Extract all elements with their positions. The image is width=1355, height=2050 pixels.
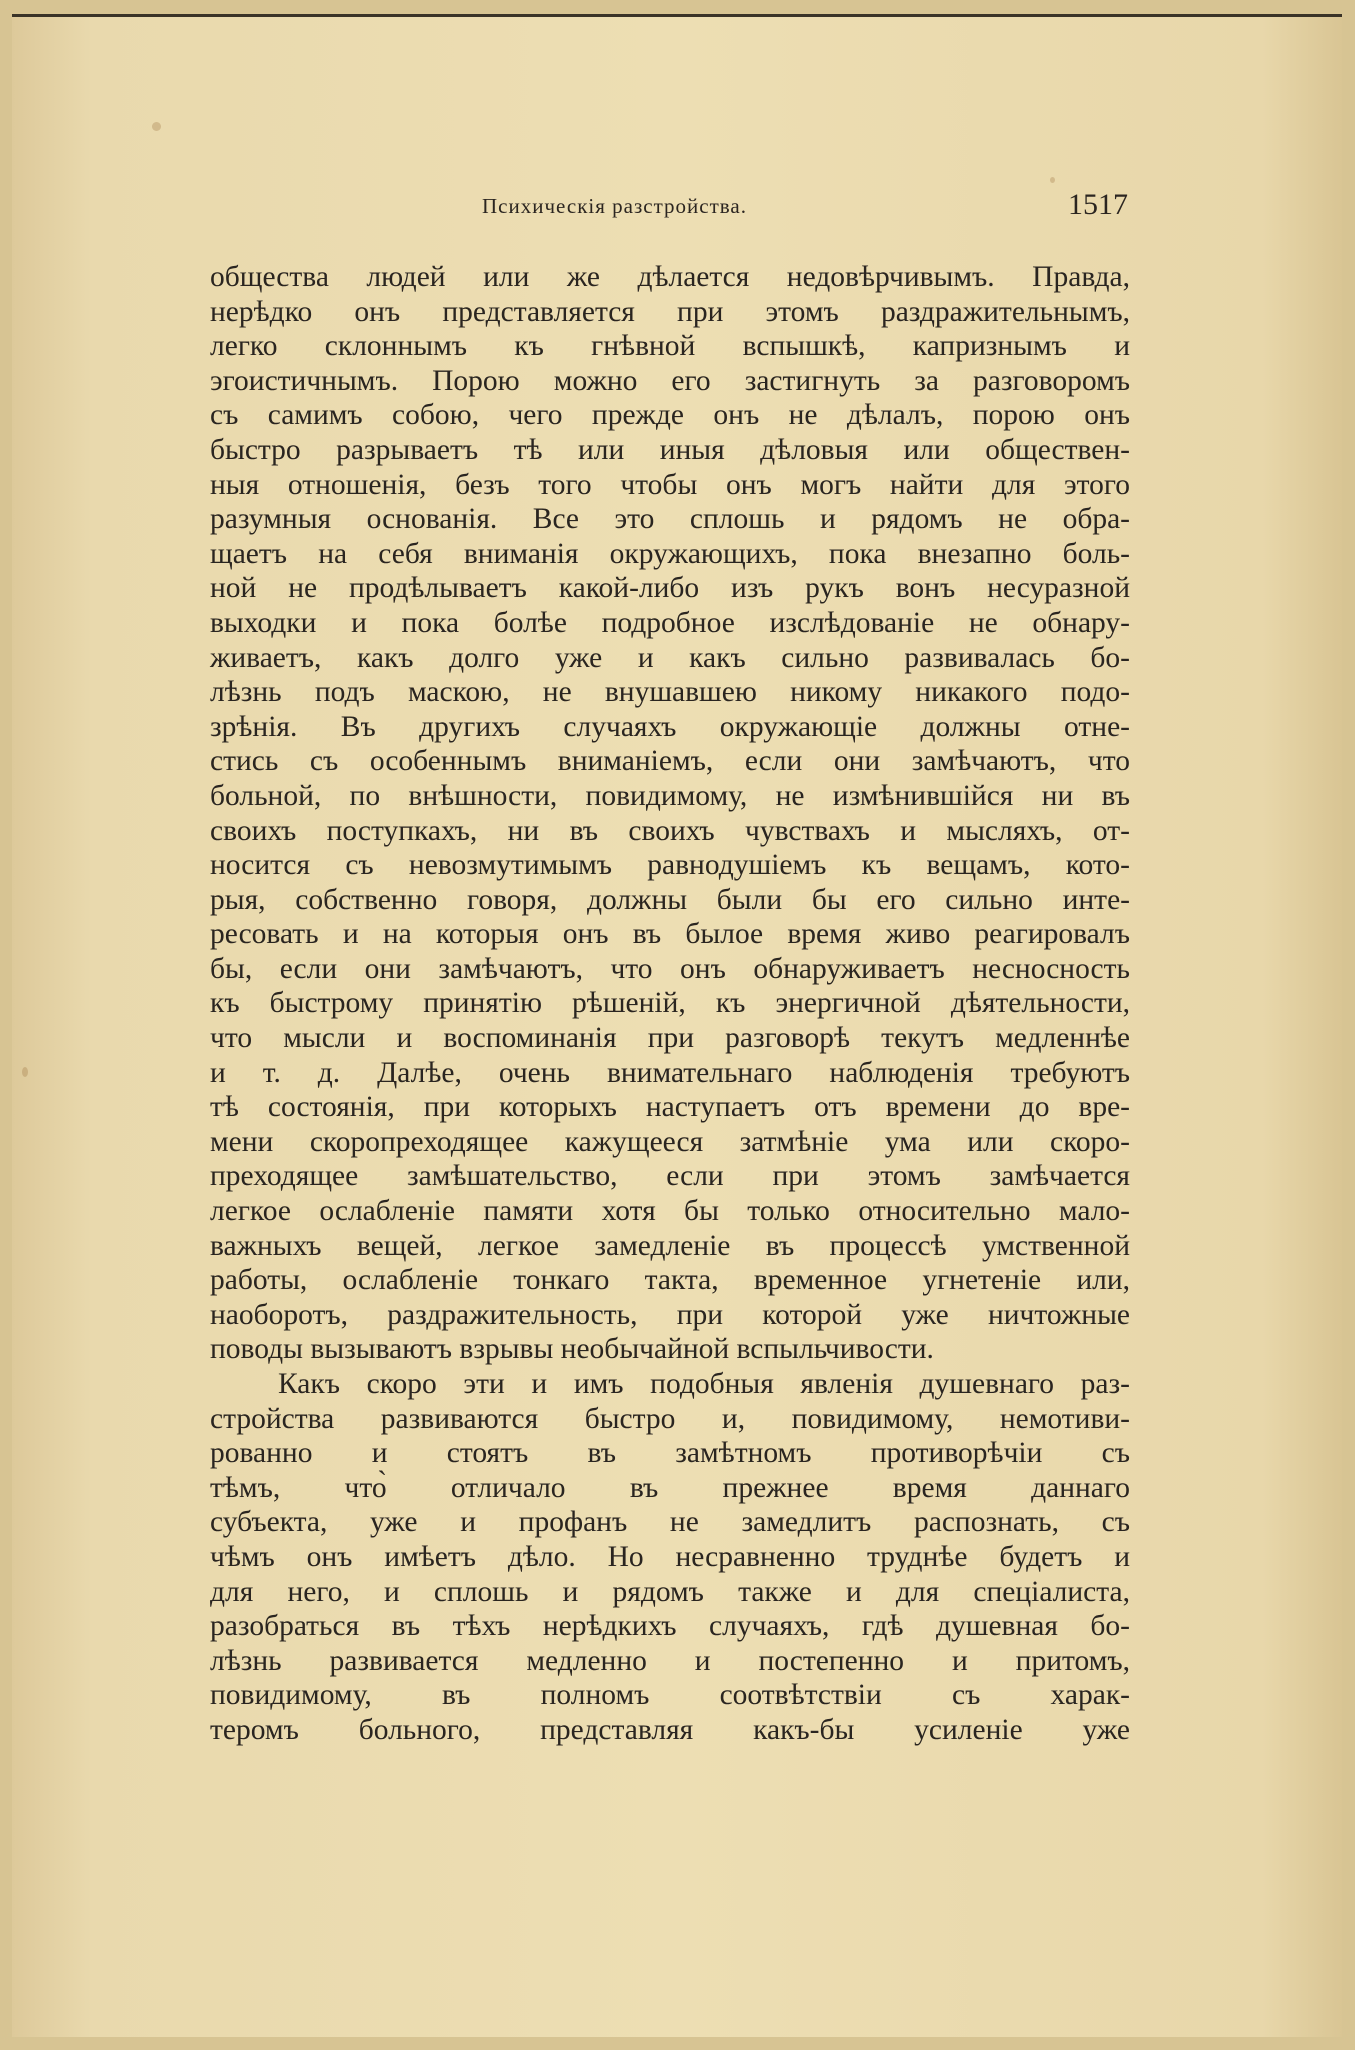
text-line: къ быстрому принятію рѣшеній, къ энергичной дѣятельности, — [210, 987, 1130, 1020]
text-line: субъекта, уже и профанъ не замедлитъ распознать, съ — [210, 1506, 1130, 1539]
text-line: рыя, собственно говоря, должны были бы его сильно инте- — [210, 883, 1130, 916]
text-line: живаетъ, какъ долго уже и какъ сильно развивалась бо- — [210, 641, 1130, 674]
text-line: важныхъ вещей, легкое замедленіе въ процессѣ умственной — [210, 1229, 1130, 1262]
text-line: Какъ скоро эти и имъ подобныя явленія душевнаго раз- — [278, 1368, 1130, 1400]
page-number: 1517 — [1068, 188, 1128, 221]
text-line: эгоистичнымъ. Порою можно его застигнуть за разговоромъ — [210, 364, 1130, 397]
text-line: зрѣнія. Въ другихъ случаяхъ окружающіе должны отне- — [210, 710, 1130, 743]
text-line: стись съ особеннымъ вниманіемъ, если они замѣчаютъ, что — [210, 745, 1130, 778]
text-line: чѣмъ онъ имѣетъ дѣло. Но несравненно труднѣе будетъ и — [210, 1540, 1130, 1573]
text-line: теромъ больного, представляя какъ-бы усиленіе уже — [210, 1713, 1130, 1746]
text-line: щаетъ на себя вниманія окружающихъ, пока внезапно боль- — [210, 537, 1130, 570]
text-line: наоборотъ, раздражительность, при которой уже ничтожные — [210, 1298, 1130, 1331]
text-line: что мысли и воспоминанія при разговорѣ текутъ медленнѣе — [210, 1022, 1130, 1055]
text-line: нерѣдко онъ представляется при этомъ раздражительнымъ, — [210, 295, 1130, 328]
text-line: стройства развиваются быстро и, повидимому, немотиви- — [210, 1402, 1130, 1435]
page-header — [212, 188, 1130, 228]
text-line: тѣмъ, что̀ отличало въ прежнее время даннаго — [210, 1471, 1130, 1504]
text-line: общества людей или же дѣлается недовѣрчивымъ. Правда, — [210, 261, 1130, 293]
text-line: рованно и стоятъ въ замѣтномъ противорѣчіи съ — [210, 1437, 1130, 1470]
text-line: выходки и пока болѣе подробное изслѣдованіе не обнару- — [210, 606, 1130, 639]
text-line: бы, если они замѣчаютъ, что онъ обнаруживаетъ несносность — [210, 952, 1130, 985]
text-line: своихъ поступкахъ, ни въ своихъ чувствахъ и мысляхъ, от- — [210, 814, 1130, 847]
text-line: разумныя основанія. Все это сплошь и рядомъ не обра- — [210, 503, 1130, 536]
text-line: легко склоннымъ къ гнѣвной вспышкѣ, капризнымъ и — [210, 330, 1130, 363]
text-line: ресовать и на которыя онъ въ былое время живо реагировалъ — [210, 918, 1130, 951]
text-line: ной не продѣлываетъ какой-либо изъ рукъ вонъ несуразной — [210, 572, 1130, 605]
text-line: работы, ослабленіе тонкаго такта, временное угнетеніе или, — [210, 1264, 1130, 1297]
text-line: ныя отношенія, безъ того чтобы онъ могъ найти для этого — [210, 468, 1130, 501]
text-line: разобраться въ тѣхъ нерѣдкихъ случаяхъ, гдѣ душевная бо- — [210, 1610, 1130, 1643]
running-title: Психическія разстройства. — [482, 194, 747, 218]
foxing-spot — [152, 122, 161, 131]
text-line: съ самимъ собою, чего прежде онъ не дѣлалъ, порою онъ — [210, 399, 1130, 432]
text-line: мени скоропреходящее кажущееся затмѣніе ума или скоро- — [210, 1125, 1130, 1158]
text-line: лѣзнь развивается медленно и постепенно и притомъ, — [210, 1644, 1130, 1677]
text-line: тѣ состоянія, при которыхъ наступаетъ отъ времени до вре- — [210, 1091, 1130, 1124]
text-line: быстро разрываетъ тѣ или иныя дѣловыя или обществен- — [210, 433, 1130, 466]
body-text — [210, 260, 1130, 1748]
foxing-spot — [22, 1067, 28, 1077]
text-line: больной, по внѣшности, повидимому, не измѣнившійся ни въ — [210, 779, 1130, 812]
text-line: поводы вызываютъ взрывы необычайной вспыльчивости. — [210, 1333, 934, 1366]
foxing-spot — [1050, 177, 1055, 183]
text-line: преходящее замѣшательство, если при этомъ замѣчается — [210, 1160, 1130, 1193]
text-line: легкое ослабленіе памяти хотя бы только относительно мало- — [210, 1195, 1130, 1228]
text-line: повидимому, въ полномъ соотвѣтствіи съ харак- — [210, 1679, 1130, 1712]
text-line: лѣзнь подъ маскою, не внушавшею никому никакого подо- — [210, 676, 1130, 709]
text-line: носится съ невозмутимымъ равнодушіемъ къ вещамъ, кото- — [210, 849, 1130, 882]
text-line: для него, и сплошь и рядомъ также и для спеціалиста, — [210, 1575, 1130, 1608]
text-line: и т. д. Далѣе, очень внимательнаго наблюденія требуютъ — [210, 1056, 1130, 1089]
